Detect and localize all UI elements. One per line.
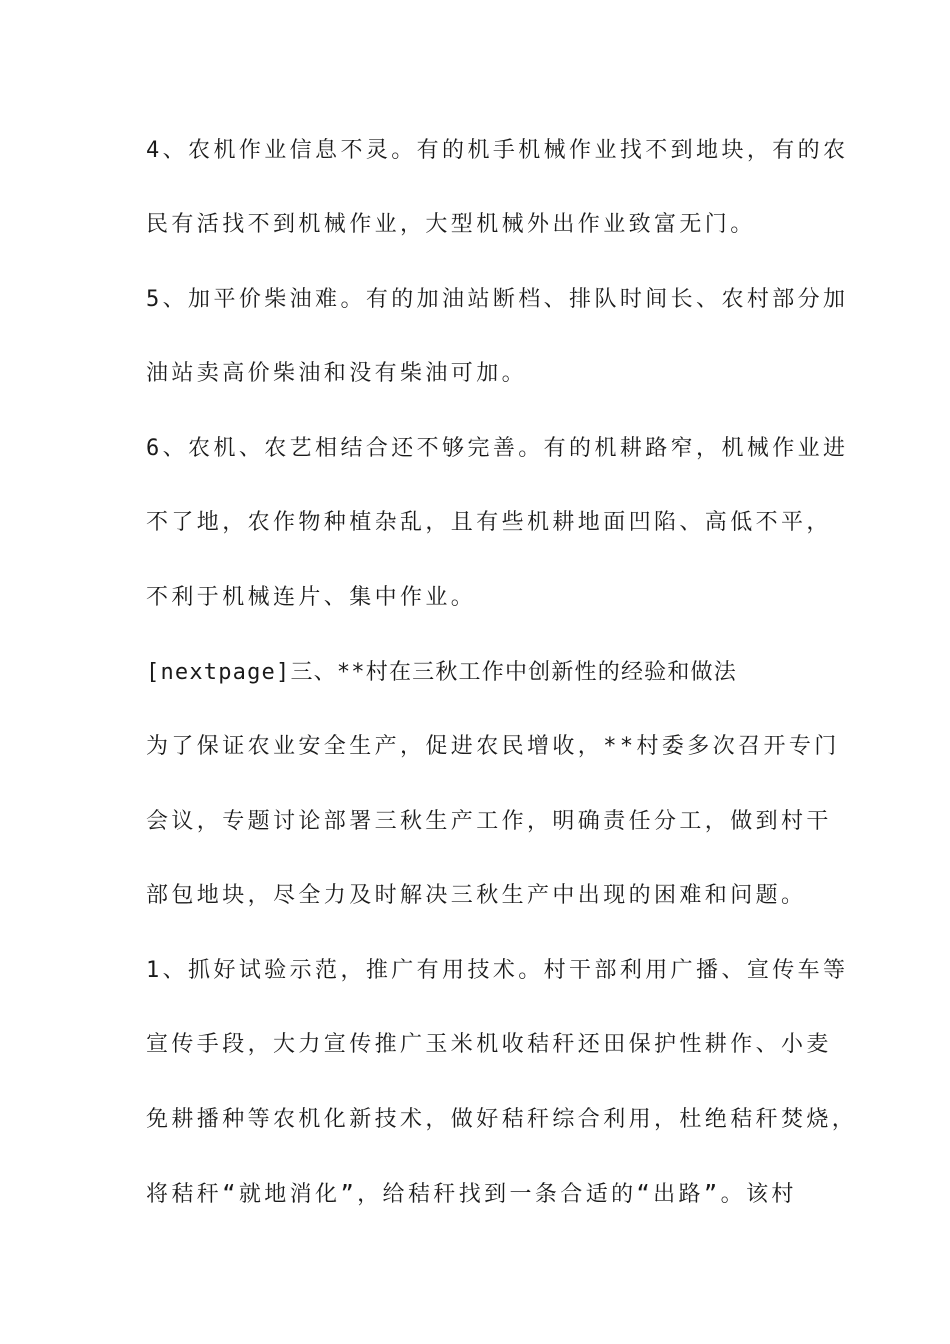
text-line: 部包地块，尽全力及时解决三秋生产中出现的困难和问题。 — [146, 883, 807, 908]
text-line: 免耕播种等农机化新技术，做好秸秆综合利用，杜绝秸秆焚烧， — [146, 1107, 858, 1132]
text-line: 宣传手段，大力宣传推广玉米机收秸秆还田保护性耕作、小麦 — [146, 1032, 832, 1057]
text-line: 为了保证农业安全生产，促进农民增收，**村委多次召开专门 — [146, 734, 840, 759]
text-line: 不了地，农作物种植杂乱，且有些机耕地面凹陷、高低不平， — [146, 510, 832, 535]
text-line: 会议，专题讨论部署三秋生产工作，明确责任分工，做到村干 — [146, 809, 832, 834]
text-line: 6、农机、农艺相结合还不够完善。有的机耕路窄，机械作业进 — [146, 436, 849, 461]
text-line: 将秸秆“就地消化”，给秸秆找到一条合适的“出路”。该村 — [146, 1182, 797, 1207]
text-line: 不利于机械连片、集中作业。 — [146, 585, 477, 610]
text-line: 5、加平价柴油难。有的加油站断档、排队时间长、农村部分加 — [146, 287, 849, 312]
text-line: 1、抓好试验示范，推广有用技术。村干部利用广播、宣传车等 — [146, 958, 849, 983]
text-line: 油站卖高价柴油和没有柴油可加。 — [146, 361, 528, 386]
text-line: 民有活找不到机械作业，大型机械外出作业致富无门。 — [146, 212, 756, 237]
section-heading: [nextpage]三、**村在三秋工作中创新性的经验和做法 — [146, 660, 737, 685]
text-line: 4、农机作业信息不灵。有的机手机械作业找不到地块，有的农 — [146, 138, 849, 163]
